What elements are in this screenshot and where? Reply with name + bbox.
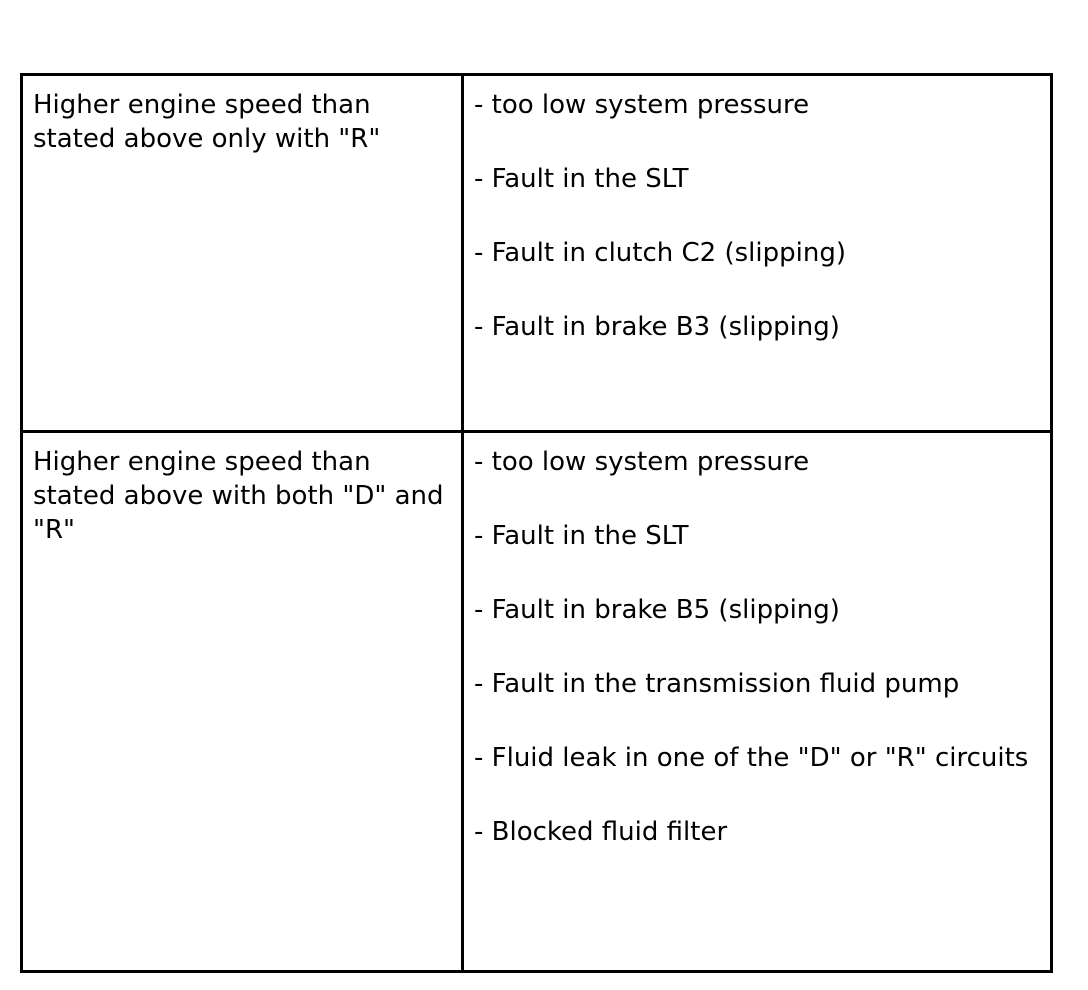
cause-item: - Fluid leak in one of the "D" or "R" circuits xyxy=(474,743,1029,773)
cause-item: - Fault in the SLT xyxy=(474,521,689,551)
cause-item: - Fault in brake B5 (slipping) xyxy=(474,595,840,625)
table-row xyxy=(22,75,1052,432)
symptom-cell: Higher engine speed than stated above only with "R" xyxy=(22,75,463,432)
causes-cell xyxy=(463,75,1052,432)
cause-item: - Fault in clutch C2 (slipping) xyxy=(474,238,846,268)
cause-item: - Fault in the SLT xyxy=(474,164,689,194)
table-row xyxy=(22,432,1052,972)
diagnosis-table xyxy=(20,73,1053,973)
cause-item: - too low system pressure xyxy=(474,90,810,120)
cause-item: - Fault in the transmission fluid pump xyxy=(474,669,960,699)
causes-cell xyxy=(463,432,1052,972)
cause-item: - Blocked fluid filter xyxy=(474,817,728,847)
symptom-cell: Higher engine speed than stated above with both "D" and "R" xyxy=(22,432,463,972)
cause-item: - too low system pressure xyxy=(474,447,810,477)
cause-item: - Fault in brake B3 (slipping) xyxy=(474,312,840,342)
